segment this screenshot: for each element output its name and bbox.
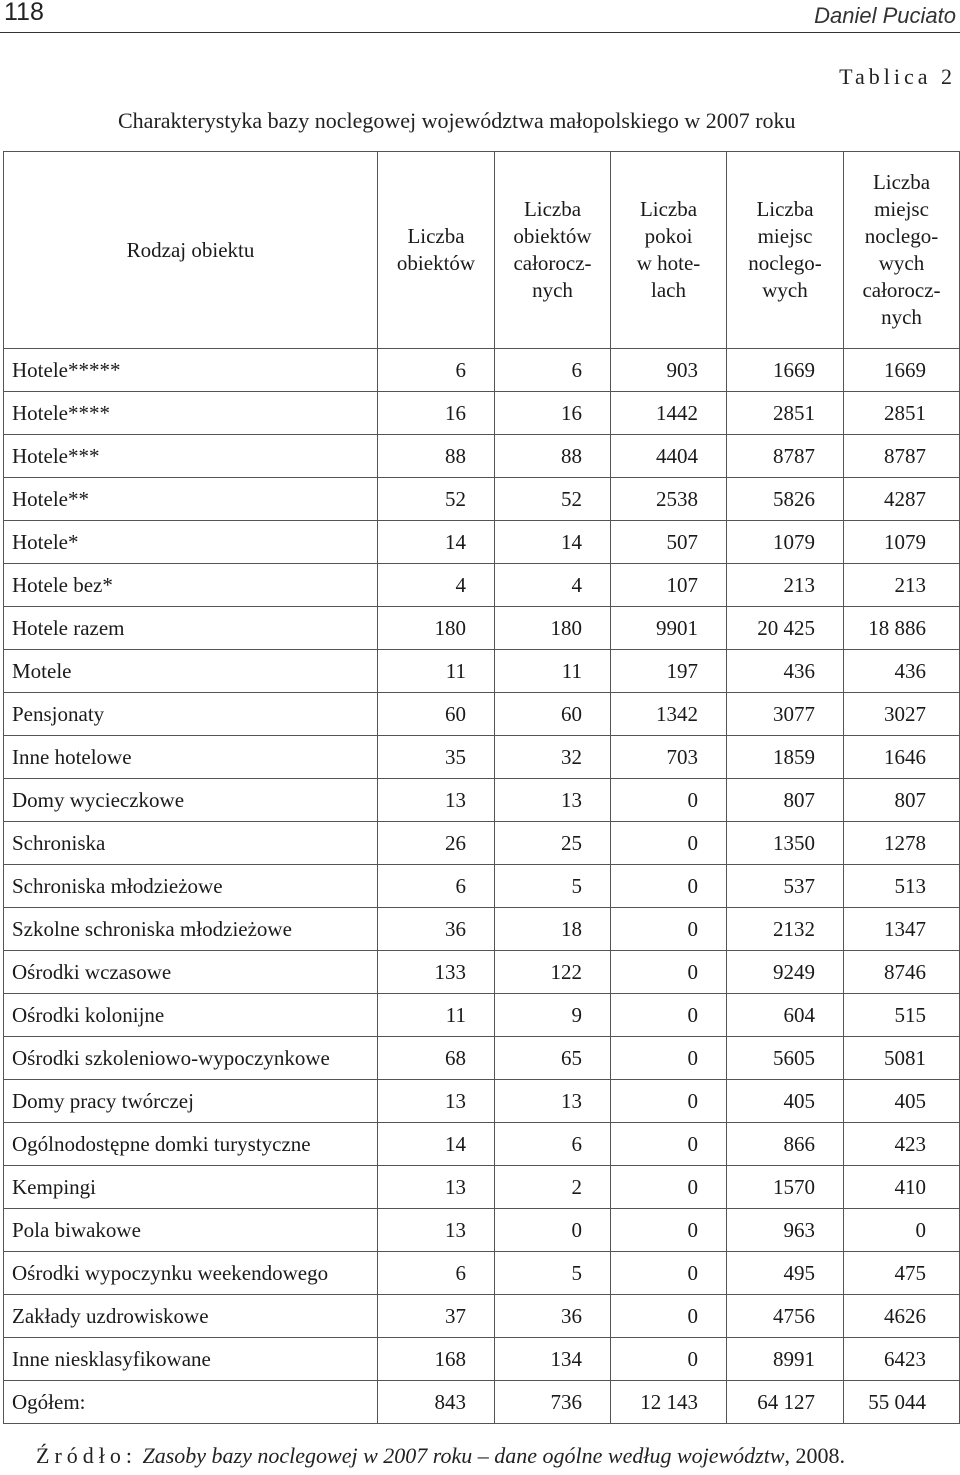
value-cell: 14 xyxy=(378,521,495,564)
value-cell: 60 xyxy=(378,693,495,736)
value-cell: 64 127 xyxy=(727,1381,844,1424)
value-cell: 1570 xyxy=(727,1166,844,1209)
value-cell: 12 143 xyxy=(611,1381,727,1424)
value-cell: 3077 xyxy=(727,693,844,736)
table-header-row xyxy=(4,152,960,349)
value-cell: 604 xyxy=(727,994,844,1037)
value-cell: 8787 xyxy=(844,435,960,478)
row-label-cell: Pensjonaty xyxy=(4,693,378,736)
row-label-cell: Hotele*** xyxy=(4,435,378,478)
value-cell: 5605 xyxy=(727,1037,844,1080)
row-label-cell: Pola biwakowe xyxy=(4,1209,378,1252)
value-cell: 1859 xyxy=(727,736,844,779)
row-label-cell: Schroniska xyxy=(4,822,378,865)
value-cell: 2132 xyxy=(727,908,844,951)
value-cell: 13 xyxy=(495,779,611,822)
table-row xyxy=(4,650,960,693)
value-cell: 513 xyxy=(844,865,960,908)
value-cell: 3027 xyxy=(844,693,960,736)
value-cell: 0 xyxy=(611,1252,727,1295)
value-cell: 122 xyxy=(495,951,611,994)
value-cell: 1079 xyxy=(727,521,844,564)
value-cell: 107 xyxy=(611,564,727,607)
value-cell: 1669 xyxy=(844,349,960,392)
value-cell: 0 xyxy=(611,779,727,822)
value-cell: 36 xyxy=(378,908,495,951)
row-label-cell: Hotele bez* xyxy=(4,564,378,607)
row-label-cell: Ogólnodostępne domki turystyczne xyxy=(4,1123,378,1166)
value-cell: 807 xyxy=(844,779,960,822)
value-cell: 180 xyxy=(495,607,611,650)
value-cell: 2 xyxy=(495,1166,611,1209)
value-cell: 9901 xyxy=(611,607,727,650)
row-label-cell: Ogółem: xyxy=(4,1381,378,1424)
value-cell: 0 xyxy=(495,1209,611,1252)
table-row xyxy=(4,392,960,435)
row-label-cell: Hotele***** xyxy=(4,349,378,392)
source-label: Źródło: xyxy=(36,1443,137,1468)
row-label-cell: Inne hotelowe xyxy=(4,736,378,779)
value-cell: 88 xyxy=(378,435,495,478)
page-number: 118 xyxy=(4,0,44,26)
value-cell: 6 xyxy=(495,1123,611,1166)
row-label-cell: Szkolne schroniska młodzieżowe xyxy=(4,908,378,951)
value-cell: 13 xyxy=(378,1209,495,1252)
value-cell: 13 xyxy=(495,1080,611,1123)
value-cell: 18 886 xyxy=(844,607,960,650)
value-cell: 8991 xyxy=(727,1338,844,1381)
value-cell: 14 xyxy=(378,1123,495,1166)
table-row xyxy=(4,1252,960,1295)
value-cell: 1350 xyxy=(727,822,844,865)
value-cell: 213 xyxy=(844,564,960,607)
table-row xyxy=(4,1037,960,1080)
value-cell: 0 xyxy=(611,1209,727,1252)
row-label-cell: Hotele** xyxy=(4,478,378,521)
value-cell: 436 xyxy=(727,650,844,693)
value-cell: 11 xyxy=(495,650,611,693)
value-cell: 0 xyxy=(611,1338,727,1381)
value-cell: 36 xyxy=(495,1295,611,1338)
row-label-cell: Hotele razem xyxy=(4,607,378,650)
value-cell: 13 xyxy=(378,1166,495,1209)
value-cell: 0 xyxy=(611,865,727,908)
value-cell: 423 xyxy=(844,1123,960,1166)
value-cell: 5081 xyxy=(844,1037,960,1080)
page-author: Daniel Puciato xyxy=(814,3,956,28)
table-row xyxy=(4,779,960,822)
table-row xyxy=(4,521,960,564)
value-cell: 60 xyxy=(495,693,611,736)
table-label: Tablica 2 xyxy=(839,64,956,89)
table-caption: Charakterystyka bazy noclegowej województwa małopolskiego w 2007 roku xyxy=(118,108,796,133)
value-cell: 1347 xyxy=(844,908,960,951)
value-cell: 18 xyxy=(495,908,611,951)
value-cell: 197 xyxy=(611,650,727,693)
source-title: Zasoby bazy noclegowej w 2007 roku – dane ogólne według województw xyxy=(142,1443,785,1468)
data-table xyxy=(3,151,960,1424)
value-cell: 11 xyxy=(378,994,495,1037)
value-cell: 410 xyxy=(844,1166,960,1209)
value-cell: 9 xyxy=(495,994,611,1037)
value-cell: 4 xyxy=(378,564,495,607)
row-label-cell: Ośrodki wczasowe xyxy=(4,951,378,994)
value-cell: 5826 xyxy=(727,478,844,521)
value-cell: 26 xyxy=(378,822,495,865)
table-row xyxy=(4,908,960,951)
value-cell: 4404 xyxy=(611,435,727,478)
table-row xyxy=(4,478,960,521)
value-cell: 6 xyxy=(378,349,495,392)
table-body xyxy=(4,349,960,1424)
value-cell: 0 xyxy=(611,994,727,1037)
value-cell: 405 xyxy=(844,1080,960,1123)
value-cell: 703 xyxy=(611,736,727,779)
row-label-cell: Zakłady uzdrowiskowe xyxy=(4,1295,378,1338)
table-row xyxy=(4,951,960,994)
value-cell: 32 xyxy=(495,736,611,779)
column-header: Liczba obiektów xyxy=(378,152,495,349)
value-cell: 134 xyxy=(495,1338,611,1381)
value-cell: 1278 xyxy=(844,822,960,865)
column-header: Liczba miejsc noclego- wych całorocz- nych xyxy=(844,152,960,349)
value-cell: 903 xyxy=(611,349,727,392)
value-cell: 515 xyxy=(844,994,960,1037)
value-cell: 436 xyxy=(844,650,960,693)
value-cell: 168 xyxy=(378,1338,495,1381)
value-cell: 4756 xyxy=(727,1295,844,1338)
value-cell: 736 xyxy=(495,1381,611,1424)
column-header: Liczba obiektów całorocz- nych xyxy=(495,152,611,349)
row-label-cell: Motele xyxy=(4,650,378,693)
value-cell: 8746 xyxy=(844,951,960,994)
value-cell: 6 xyxy=(495,349,611,392)
row-label-cell: Domy pracy twórczej xyxy=(4,1080,378,1123)
value-cell: 495 xyxy=(727,1252,844,1295)
value-cell: 13 xyxy=(378,779,495,822)
value-cell: 4626 xyxy=(844,1295,960,1338)
value-cell: 0 xyxy=(611,1037,727,1080)
table-row xyxy=(4,693,960,736)
row-label-cell: Kempingi xyxy=(4,1166,378,1209)
column-header: Liczba miejsc noclego- wych xyxy=(727,152,844,349)
value-cell: 4 xyxy=(495,564,611,607)
table-row xyxy=(4,349,960,392)
value-cell: 6423 xyxy=(844,1338,960,1381)
value-cell: 1669 xyxy=(727,349,844,392)
value-cell: 35 xyxy=(378,736,495,779)
table-row xyxy=(4,822,960,865)
value-cell: 843 xyxy=(378,1381,495,1424)
value-cell: 0 xyxy=(611,1295,727,1338)
value-cell: 16 xyxy=(378,392,495,435)
value-cell: 4287 xyxy=(844,478,960,521)
value-cell: 537 xyxy=(727,865,844,908)
value-cell: 2851 xyxy=(844,392,960,435)
value-cell: 180 xyxy=(378,607,495,650)
value-cell: 1442 xyxy=(611,392,727,435)
row-label-cell: Domy wycieczkowe xyxy=(4,779,378,822)
value-cell: 68 xyxy=(378,1037,495,1080)
row-label-cell: Ośrodki szkoleniowo-wypoczynkowe xyxy=(4,1037,378,1080)
value-cell: 963 xyxy=(727,1209,844,1252)
value-cell: 8787 xyxy=(727,435,844,478)
value-cell: 807 xyxy=(727,779,844,822)
value-cell: 55 044 xyxy=(844,1381,960,1424)
row-label-cell: Ośrodki kolonijne xyxy=(4,994,378,1037)
value-cell: 25 xyxy=(495,822,611,865)
value-cell: 0 xyxy=(611,1166,727,1209)
table-row xyxy=(4,564,960,607)
value-cell: 0 xyxy=(611,1123,727,1166)
value-cell: 2538 xyxy=(611,478,727,521)
value-cell: 1342 xyxy=(611,693,727,736)
value-cell: 14 xyxy=(495,521,611,564)
value-cell: 37 xyxy=(378,1295,495,1338)
table-row xyxy=(4,1123,960,1166)
value-cell: 5 xyxy=(495,865,611,908)
value-cell: 213 xyxy=(727,564,844,607)
value-cell: 0 xyxy=(611,1080,727,1123)
value-cell: 2851 xyxy=(727,392,844,435)
table-row xyxy=(4,1381,960,1424)
value-cell: 5 xyxy=(495,1252,611,1295)
value-cell: 13 xyxy=(378,1080,495,1123)
value-cell: 6 xyxy=(378,865,495,908)
row-label-cell: Inne niesklasyfikowane xyxy=(4,1338,378,1381)
value-cell: 507 xyxy=(611,521,727,564)
value-cell: 0 xyxy=(844,1209,960,1252)
value-cell: 11 xyxy=(378,650,495,693)
table-row xyxy=(4,1295,960,1338)
table-row xyxy=(4,736,960,779)
value-cell: 1646 xyxy=(844,736,960,779)
value-cell: 0 xyxy=(611,908,727,951)
table-row xyxy=(4,607,960,650)
row-label-cell: Schroniska młodzieżowe xyxy=(4,865,378,908)
value-cell: 9249 xyxy=(727,951,844,994)
value-cell: 20 425 xyxy=(727,607,844,650)
column-header: Liczba pokoi w hote- lach xyxy=(611,152,727,349)
value-cell: 88 xyxy=(495,435,611,478)
value-cell: 6 xyxy=(378,1252,495,1295)
row-label-cell: Hotele**** xyxy=(4,392,378,435)
row-label-cell: Hotele* xyxy=(4,521,378,564)
value-cell: 16 xyxy=(495,392,611,435)
table-row xyxy=(4,1080,960,1123)
row-label-cell: Ośrodki wypoczynku weekendowego xyxy=(4,1252,378,1295)
value-cell: 0 xyxy=(611,822,727,865)
table-row xyxy=(4,1338,960,1381)
value-cell: 1079 xyxy=(844,521,960,564)
page-header xyxy=(0,0,960,33)
column-header: Rodzaj obiektu xyxy=(4,152,378,349)
value-cell: 133 xyxy=(378,951,495,994)
value-cell: 65 xyxy=(495,1037,611,1080)
value-cell: 475 xyxy=(844,1252,960,1295)
table-row xyxy=(4,994,960,1037)
value-cell: 52 xyxy=(378,478,495,521)
value-cell: 52 xyxy=(495,478,611,521)
table-row xyxy=(4,1209,960,1252)
value-cell: 405 xyxy=(727,1080,844,1123)
value-cell: 0 xyxy=(611,951,727,994)
source-suffix: , 2008. xyxy=(784,1443,846,1468)
table-row xyxy=(4,865,960,908)
value-cell: 866 xyxy=(727,1123,844,1166)
table-row xyxy=(4,435,960,478)
source-note xyxy=(36,1443,845,1469)
table-row xyxy=(4,1166,960,1209)
